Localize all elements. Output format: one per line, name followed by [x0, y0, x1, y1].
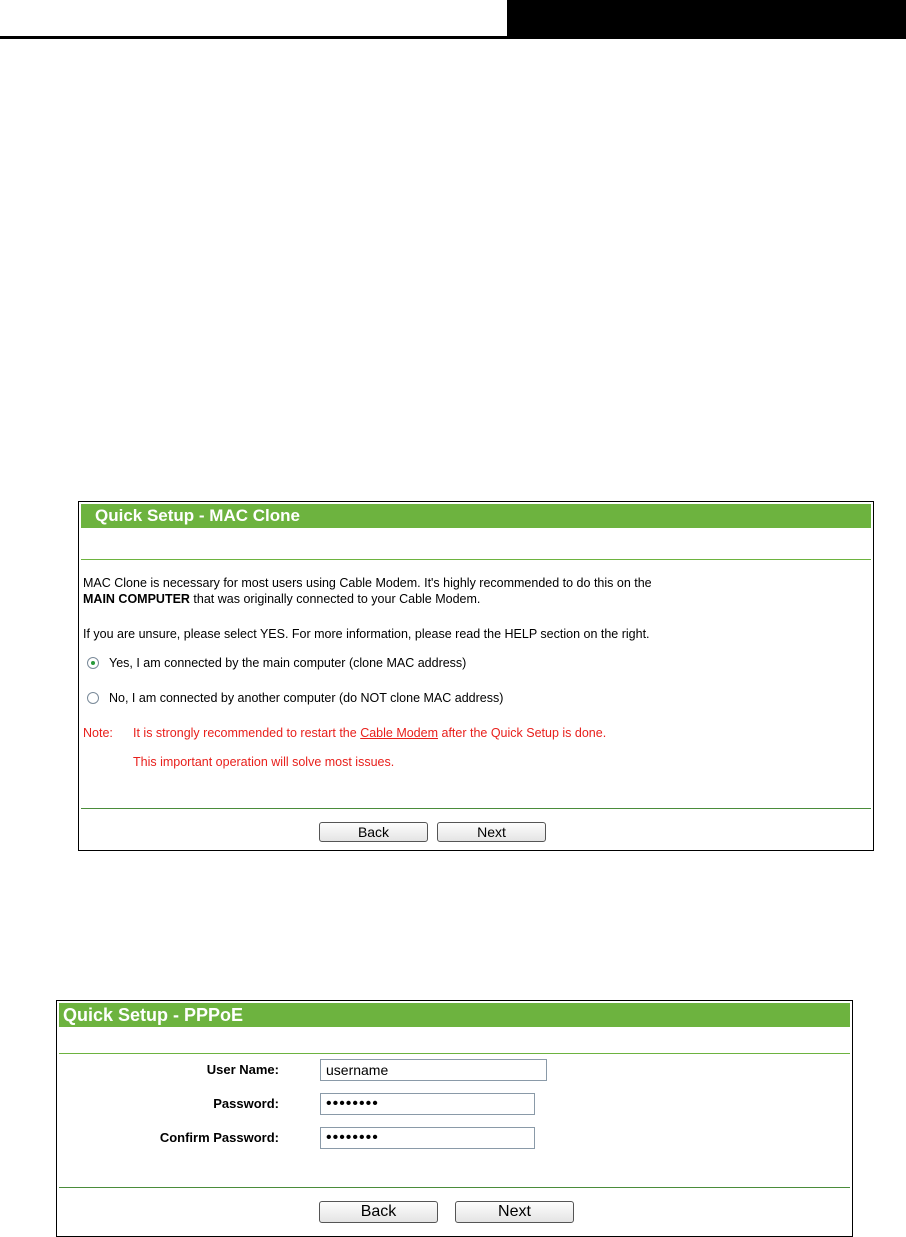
option-no-row[interactable]	[87, 689, 503, 707]
button-divider	[59, 1187, 850, 1188]
unsure-text: If you are unsure, please select YES. For more information, please read the HELP section on the right.	[83, 627, 650, 641]
intro-text	[83, 575, 652, 607]
username-input[interactable]	[320, 1059, 547, 1081]
intro-bold: MAIN COMPUTER	[83, 592, 190, 606]
option-no-label: No, I am connected by another computer (do NOT clone MAC address)	[109, 691, 504, 705]
radio-no[interactable]	[87, 692, 99, 704]
mac-clone-panel	[78, 501, 874, 851]
password-label: Password:	[213, 1096, 279, 1111]
note-line-2: This important operation will solve most issues.	[133, 755, 395, 769]
confirm-password-input[interactable]	[320, 1127, 535, 1149]
divider	[59, 1053, 850, 1054]
page-header	[0, 0, 906, 40]
pppoe-panel	[56, 1000, 853, 1237]
divider	[81, 559, 871, 560]
confirm-password-label: Confirm Password:	[159, 1130, 279, 1145]
note-text	[133, 726, 606, 740]
back-button[interactable]: Back	[319, 822, 428, 842]
note-text-after: after the Quick Setup is done.	[438, 726, 607, 740]
back-button[interactable]: Back	[319, 1201, 438, 1223]
next-button[interactable]: Next	[455, 1201, 574, 1223]
cable-modem-link[interactable]: Cable Modem	[360, 726, 439, 740]
button-divider	[81, 808, 871, 809]
next-button[interactable]: Next	[437, 822, 546, 842]
intro-line-1: MAC Clone is necessary for most users using Cable Modem. It's highly recommended to do this on the	[83, 576, 652, 590]
panel-title: Quick Setup - MAC Clone	[81, 504, 871, 528]
radio-yes[interactable]	[87, 657, 99, 669]
option-yes-label: Yes, I am connected by the main computer (clone MAC address)	[109, 656, 467, 670]
panel-title: Quick Setup - PPPoE	[59, 1003, 850, 1027]
username-label: User Name:	[206, 1062, 279, 1077]
note-label: Note:	[83, 726, 113, 740]
note-text-before: It is strongly recommended to restart the	[133, 726, 361, 740]
password-input[interactable]	[320, 1093, 535, 1115]
intro-line-2: that was originally connected to your Cable Modem.	[189, 592, 481, 606]
header-black-block	[507, 0, 906, 39]
option-yes-row[interactable]	[87, 654, 466, 672]
